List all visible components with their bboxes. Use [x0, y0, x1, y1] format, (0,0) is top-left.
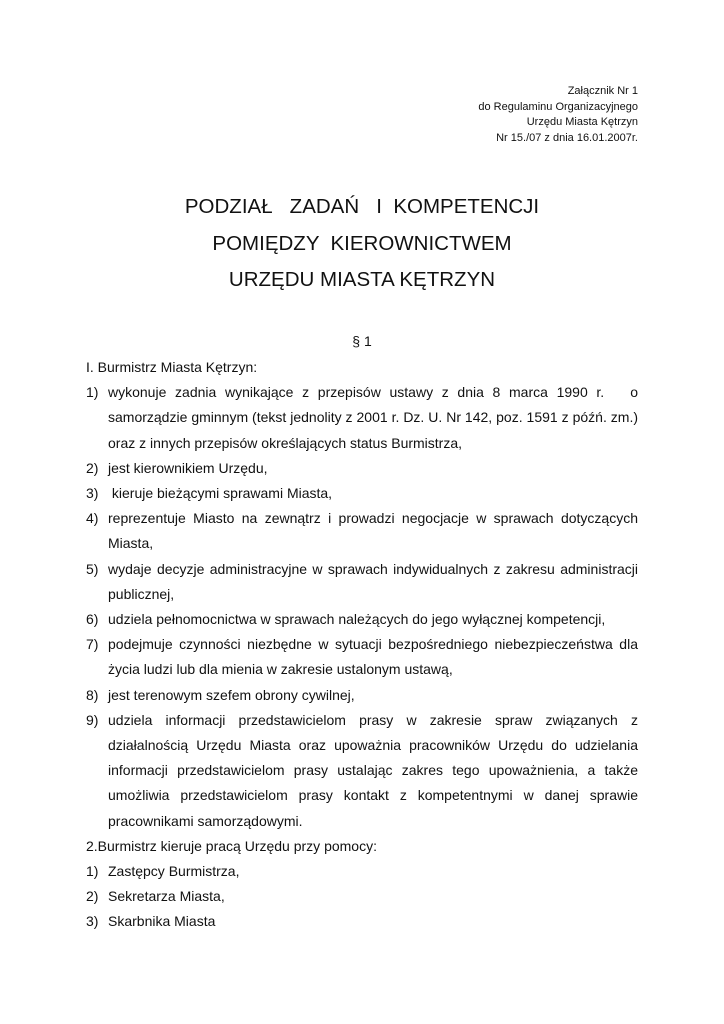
- list-item: [86, 683, 638, 708]
- item-text: reprezentuje Miasto na zewnątrz i prowadzi negocjacje w sprawach dotyczących Miasta,: [108, 510, 638, 552]
- paragraph-mark: § 1: [352, 333, 372, 349]
- list-item: [86, 607, 638, 632]
- annex-reference: [478, 84, 638, 146]
- item-number: 7): [86, 636, 99, 653]
- item-number: 8): [86, 686, 99, 703]
- list-item: [86, 456, 638, 481]
- item-text: podejmuje czynności niezbędne w sytuacji bezpośredniego niebezpieczeństwa dla życia ludzi lub dla mienia w zakresie ustalonym ustawą,: [108, 636, 638, 678]
- item-number: 1): [86, 384, 99, 401]
- item-text: Skarbnika Miasta: [108, 913, 216, 930]
- item-number: 9): [86, 711, 99, 728]
- list-item: [86, 481, 638, 506]
- title-line: PODZIAŁ ZADAŃ I KOMPETENCJI: [184, 195, 540, 218]
- list-item: [86, 632, 638, 682]
- document-body: [86, 355, 642, 935]
- document-title: [0, 192, 724, 302]
- item-number: 1): [86, 863, 99, 880]
- list-item: [86, 557, 638, 607]
- item-number: 3): [86, 913, 99, 930]
- item-number: 2): [86, 888, 99, 905]
- item-text: jest terenowym szefem obrony cywilnej,: [108, 686, 355, 703]
- list-item: [86, 506, 638, 556]
- list-item: [86, 884, 638, 909]
- item-number: 4): [86, 510, 99, 527]
- item-text: jest kierownikiem Urzędu,: [108, 459, 268, 476]
- item-text: udziela pełnomocnictwa w sprawach należących do jego wyłącznej kompetencji,: [108, 611, 606, 628]
- list-item: [86, 859, 638, 884]
- annex-line: Urzędu Miasta Kętrzyn: [526, 116, 638, 128]
- title-line: POMIĘDZY KIEROWNICTWEM: [212, 231, 512, 255]
- item-number: 3): [86, 485, 99, 502]
- annex-line: Załącznik Nr 1: [567, 85, 638, 97]
- list-item: [86, 708, 638, 834]
- list-item: [86, 380, 642, 456]
- item-text: wykonuje zadnia wynikające z przepisów ustawy z dnia 8 marca 1990 r. o samorządzie gminnym (tekst jednolity z 2001 r. Dz. U. Nr 142, poz. 1591 z późń. zm.) oraz z innych przepisów określających status Burmistrza,: [108, 384, 642, 451]
- section-heading: I. Burmistrz Miasta Kętrzyn:: [86, 359, 258, 375]
- item-text: udziela informacji przedstawicielom prasy w zakresie spraw związanych z działalnością Urzędu Miasta oraz upoważnia pracowników Urzędu do udzielania informacji przedstawicielom prasy ustalając zakres tego upoważnienia, a także umożliwia przedstawicielom prasy kontakt z kompetentnymi w danej sprawie pracownikami samorządowymi.: [108, 711, 638, 829]
- item-text: kieruje bieżącymi sprawami Miasta,: [108, 485, 333, 502]
- list-item: [86, 909, 638, 934]
- item-number: 6): [86, 611, 99, 628]
- item-number: 5): [86, 560, 99, 577]
- item-text: Sekretarza Miasta,: [108, 888, 225, 905]
- section-heading: 2.Burmistrz kieruje pracą Urzędu przy pomocy:: [86, 837, 377, 854]
- title-line: URZĘDU MIASTA KĘTRZYN: [228, 268, 496, 291]
- annex-line: Nr 15./07 z dnia 16.01.2007r.: [496, 131, 638, 144]
- item-text: wydaje decyzje administracyjne w sprawach indywidualnych z zakresu administracji publicznej,: [108, 560, 638, 602]
- annex-line: do Regulaminu Organizacyjnego: [478, 100, 638, 113]
- item-number: 2): [86, 459, 99, 476]
- item-text: Zastępcy Burmistrza,: [108, 863, 240, 880]
